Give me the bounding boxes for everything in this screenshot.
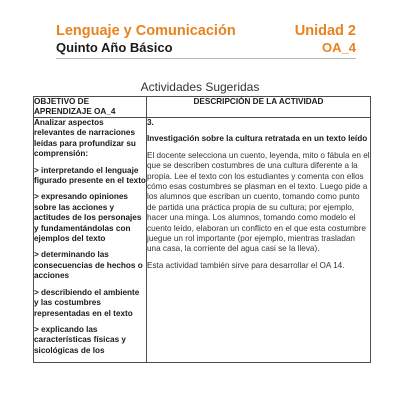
activity-title: Investigación sobre la cultura retratada en un texto leído (147, 134, 368, 144)
activity-paragraph: Esta actividad también sirve para desarrollar el OA 14. (147, 260, 345, 270)
grade-label: Quinto Año Básico (56, 40, 173, 55)
table-row (34, 118, 371, 363)
subject-title: Lenguaje y Comunicación (56, 23, 236, 39)
objective-item: > explicando las características físicas y sicológicas de los (34, 324, 126, 355)
description-column-header: DESCRIPCIÓN DE LA ACTIVIDAD (147, 97, 371, 118)
table-header-row (34, 97, 371, 118)
objective-item: > describiendo el ambiente y las costumbres representadas en el texto (34, 287, 140, 318)
objective-code: OA_4 (322, 40, 356, 55)
objective-item: > expresando opiniones sobre las acciones y actitudes de los personajes y fundamentándolas con ejemplos del texto (34, 192, 142, 244)
objective-item: > determinando las consecuencias de hechos o acciones (34, 250, 143, 281)
header-right (295, 23, 356, 56)
objective-item: Analizar aspectos relevantes de narraciones leídas para profundizar su comprensión: (34, 118, 136, 159)
activity-number: 3. (147, 118, 154, 127)
section-title: Actividades Sugeridas (140, 80, 260, 94)
header-divider (56, 58, 356, 59)
unit-label: Unidad 2 (294, 23, 356, 39)
description-cell (147, 118, 371, 363)
header-left (56, 23, 236, 56)
activities-table (33, 96, 371, 363)
objective-column-header: OBJETIVO DE APRENDIZAJE OA_4 (34, 97, 147, 118)
activity-paragraph: El docente selecciona un cuento, leyenda, mito o fábula en el que se describen costumbres de una cultura diferente a la propia. Lee el texto con los estudiantes y comenta con ellos cómo esas costumbres se plasman en el texto. Luego pide a los alumnos que escriban un cuento, tomando como punto de partida una práctica propia de su cultura; por ejemplo, hacer una minga. Los alumnos, tomando como modelo el cuento leído, elaboran un conflicto en el que esta costumbre juegue un rol importante (por ejemplo, mientras trasladan una casa, la corriente del agua casi se la lleva). (147, 150, 370, 254)
objective-item: > interpretando el lenguaje figurado presente en el texto (34, 165, 146, 186)
objectives-cell (34, 118, 147, 363)
